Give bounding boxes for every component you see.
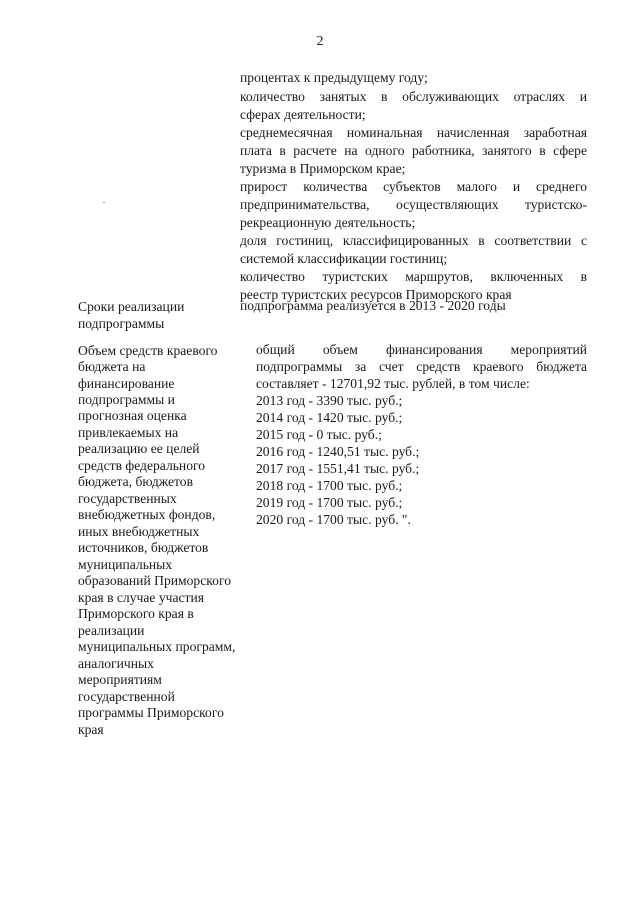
terms-label-line: подпрограммы — [78, 316, 165, 331]
indicator-line: количество занятых в обслуживающих отраслях и — [240, 89, 587, 104]
indicator-line: количество туристских маршрутов, включенных в — [240, 269, 587, 284]
budget-label-line: муниципальных — [78, 557, 173, 572]
indicator-line: системой классификации гостиниц; — [240, 251, 448, 266]
page-number: 2 — [316, 34, 324, 49]
indicator-line: прирост количества субъектов малого и среднего — [240, 179, 587, 194]
budget-label-line: средств федерального — [78, 458, 206, 473]
budget-label-line: привлекаемых на — [78, 425, 179, 440]
indicator-line: плата в расчете на одного работника, занятого в сфере — [240, 143, 587, 158]
budget-year-line: 2018 год - 1700 тыс. руб.; — [256, 478, 403, 493]
budget-year-line: 2013 год - 3390 тыс. руб.; — [256, 393, 403, 408]
budget-label-line: финансирование — [78, 376, 175, 391]
budget-intro-line: подпрограммы за счет средств краевого бюджета — [256, 359, 587, 374]
budget-intro-line: общий объем финансирования мероприятий — [256, 342, 587, 357]
budget-year-line: 2017 год - 1551,41 тыс. руб.; — [256, 461, 420, 476]
budget-label-line: внебюджетных фондов, — [78, 507, 216, 522]
budget-label-line: края в случае участия — [78, 590, 204, 605]
indicator-line: предпринимательства, осуществляющих туристско- — [240, 197, 587, 212]
budget-year-line: 2019 год - 1700 тыс. руб.; — [256, 495, 403, 510]
budget-label-line: Объем средств краевого — [78, 343, 218, 358]
budget-label-line: программы Приморского — [78, 705, 224, 720]
budget-label-line: Приморского края в — [78, 606, 194, 621]
budget-label-line: реализации — [78, 623, 145, 638]
indicator-line: доля гостиниц, классифицированных в соответствии с — [240, 233, 587, 248]
budget-label-line: края — [78, 722, 104, 737]
budget-intro-line: составляет - 12701,92 тыс. рублей, в том числе: — [256, 376, 530, 391]
budget-label-line: подпрограммы и — [78, 392, 175, 407]
budget-label-line: государственных — [78, 491, 177, 506]
budget-label-line: реализацию ее целей — [78, 441, 200, 456]
budget-label-line: образований Приморского — [78, 573, 231, 588]
budget-label-line: прогнозная оценка — [78, 408, 187, 423]
budget-label-line: аналогичных — [78, 656, 154, 671]
budget-label-line: бюджета, бюджетов — [78, 474, 194, 489]
indicator-line: среднемесячная номинальная начисленная заработная — [240, 125, 587, 140]
budget-year-line: 2020 год - 1700 тыс. руб. ". — [256, 512, 411, 527]
budget-label-line: иных внебюджетных — [78, 524, 200, 539]
budget-label-line: мероприятиям — [78, 672, 162, 687]
terms-label-line: Сроки реализации — [78, 299, 185, 314]
budget-label-line: муниципальных программ, — [78, 639, 236, 654]
indicator-line: сферах деятельности; — [240, 107, 366, 122]
terms-value: подпрограмма реализуется в 2013 - 2020 годы — [240, 298, 506, 313]
budget-label-line: источников, бюджетов — [78, 540, 209, 555]
indicator-line: реестр туристских ресурсов Приморского края — [240, 287, 512, 302]
budget-year-line: 2015 год - 0 тыс. руб.; — [256, 427, 382, 442]
budget-label-line: бюджета на — [78, 359, 146, 374]
budget-year-line: 2016 год - 1240,51 тыс. руб.; — [256, 444, 420, 459]
scan-speck — [103, 202, 105, 203]
budget-year-line: 2014 год - 1420 тыс. руб.; — [256, 410, 403, 425]
indicator-line: процентах к предыдущему году; — [240, 70, 428, 85]
indicator-line: туризма в Приморском крае; — [240, 161, 406, 176]
indicator-line: рекреационную деятельность; — [240, 215, 416, 230]
budget-label-line: государственной — [78, 689, 175, 704]
